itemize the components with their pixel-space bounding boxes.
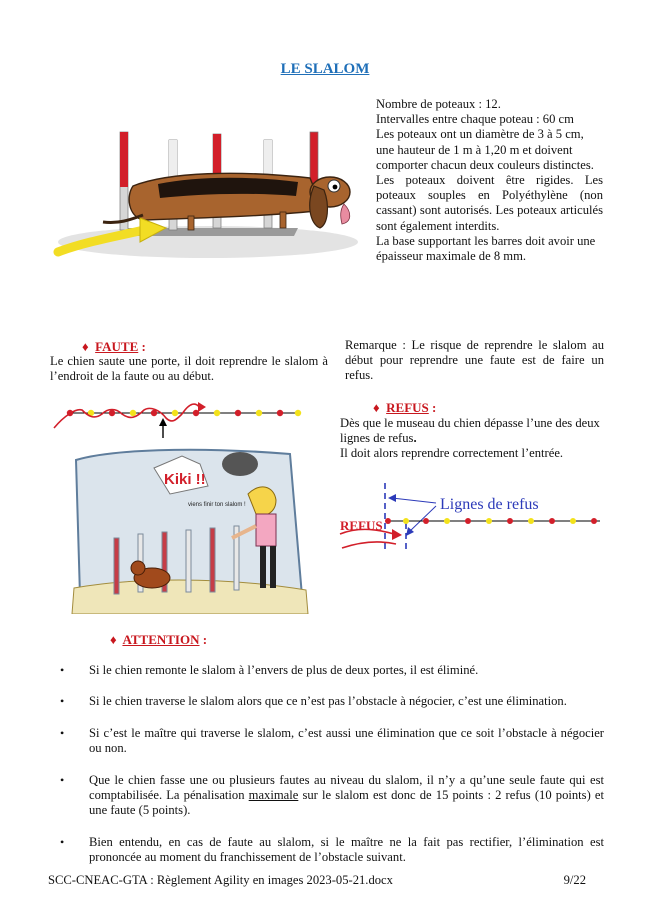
faute-text: Le chien saute une porte, il doit reprendre le slalom à l’endroit de la faute ou au début.: [50, 354, 328, 384]
slalom-dog-illustration: [48, 120, 360, 265]
remarque-text: Remarque : Le risque de reprendre le slalom au début pour reprendre une faute est de faire un refus.: [345, 338, 604, 383]
cartoon-bubble-text: viens finir ton slalom !: [188, 502, 246, 508]
attention-suffix: :: [199, 632, 208, 647]
spec-rigidity: Les poteaux doivent être rigides. Les poteaux souples en Polyéthylène (non cassant) sont autorisés. Les poteaux articulés sont également interdits.: [376, 173, 603, 233]
refus-text: [340, 416, 610, 462]
bullet-marker: •: [60, 694, 65, 709]
rule-item: [60, 834, 604, 866]
cartoon-exclaim: Kiki !!: [164, 471, 206, 488]
attention-label: ATTENTION: [122, 632, 200, 647]
lignes-refus-label: Lignes de refus: [440, 496, 539, 513]
bullet-marker: •: [60, 663, 65, 677]
refus-diagram: [336, 478, 606, 558]
refus-marker: ♦: [373, 400, 380, 415]
rule-text: Si le chien remonte le slalom à l’envers de plus de deux portes, il est éliminé.: [89, 663, 479, 677]
rule-text-after: sur le slalom est donc de 15 points : 2 refus (10 points) et une faute (5 points).: [89, 788, 604, 818]
spec-dimensions: Les poteaux ont un diamètre de 3 à 5 cm, une hauteur de 1 m à 1,20 m et doivent comporter chacun deux couleurs distinctes.: [376, 127, 594, 172]
rule-item: [60, 725, 604, 757]
faute-diagram: [50, 398, 302, 442]
refus-label: REFUS: [386, 400, 429, 415]
rule-item: [60, 772, 604, 819]
rule-item: [60, 694, 604, 709]
refus-diagram-label: REFUS: [340, 518, 383, 533]
attention-marker: ♦: [110, 632, 117, 647]
footer: [48, 873, 586, 888]
rule-item: [60, 663, 604, 678]
footer-document-name: SCC-CNEAC-GTA : Règlement Agility en images 2023-05-21.docx: [48, 873, 393, 887]
spec-interval: Intervalles entre chaque poteau : 60 cm: [376, 112, 574, 127]
spec-pole-count: Nombre de poteaux : 12.: [376, 97, 501, 111]
attention-heading: [110, 632, 207, 648]
refus-definition: Dès que le museau du chien dépasse l’une des deux lignes de refus: [340, 416, 600, 446]
rules-list: [60, 663, 604, 866]
faute-suffix: :: [138, 339, 146, 354]
faute-heading: [82, 339, 146, 355]
bullet-marker: •: [60, 772, 65, 787]
rule-text: Si c’est le maître qui traverse le slalom, c’est aussi une élimination que ce soit l’obstacle à négocier ou non.: [89, 725, 604, 756]
faute-marker: ♦: [82, 339, 89, 354]
page-title: LE SLALOM: [280, 61, 370, 77]
rule-text-before: Que le chien fasse une ou plusieurs fautes au niveau du slalom, il n’y a qu’une seule faute qui est comptabilisée. La pénalisation: [89, 772, 604, 803]
refus-definition-period: .: [413, 431, 417, 446]
footer-page-number: 9/22: [563, 873, 586, 887]
bullet-marker: •: [60, 834, 65, 849]
refus-consequence: Il doit alors reprendre correctement l’entrée.: [340, 446, 564, 461]
bullet-marker: •: [60, 725, 65, 740]
spec-base-thickness: La base supportant les barres doit avoir une épaisseur maximale de 8 mm.: [376, 233, 596, 264]
faute-label: FAUTE: [95, 339, 139, 354]
rule-text-underlined: maximale: [248, 788, 299, 803]
refus-suffix: :: [428, 400, 437, 415]
rule-text: Si le chien traverse le slalom alors que ce n’est pas l’obstacle à négocier, c’est une élimination.: [89, 694, 567, 709]
refus-heading: [373, 400, 436, 416]
cartoon-illustration: [70, 446, 310, 614]
rule-text: Bien entendu, en cas de faute au slalom, si le maître ne la fait pas rectifier, l’élimination est prononcée au moment du franchissement de l’obstacle suivant.: [89, 834, 604, 865]
